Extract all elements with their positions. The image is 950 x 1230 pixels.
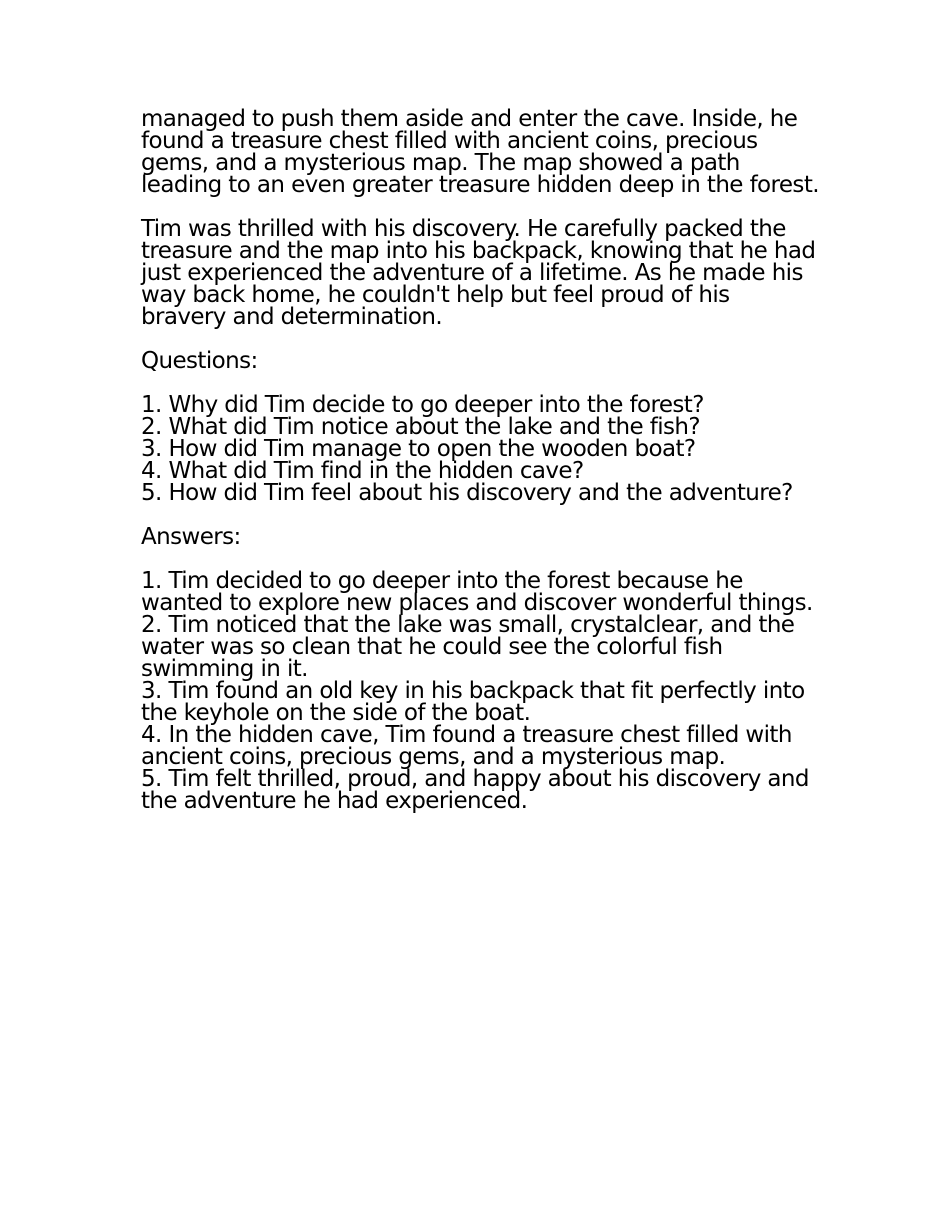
answer-item: 4. In the hidden cave, Tim found a treasure chest filled with ancient coins, precious gems, and a mysterious map. [141,722,792,770]
answer-item: 2. Tim noticed that the lake was small, crystalclear, and the water was so clean that he could see the colorful fish swimming in it. [141,612,795,682]
answer-item: 3. Tim found an old key in his backpack that fit perfectly into the keyhole on the side of the boat. [141,678,805,726]
answers-heading: Answers: [141,524,241,550]
question-item: 5. How did Tim feel about his discovery and the adventure? [141,480,793,506]
questions-list [141,394,821,504]
answer-item: 1. Tim decided to go deeper into the forest because he wanted to explore new places and discover wonderful things. [141,568,813,616]
answers-list [141,570,821,812]
question-item: 3. How did Tim manage to open the wooden boat? [141,436,696,462]
question-item: 4. What did Tim find in the hidden cave? [141,458,584,484]
story-paragraph-discovery: Tim was thrilled with his discovery. He carefully packed the treasure and the map into his backpack, knowing that he had just experienced the adventure of a lifetime. As he made his way back home, he couldn't help but feel proud of his bravery and determination. [141,216,816,330]
story-paragraph-cave: managed to push them aside and enter the cave. Inside, he found a treasure chest filled with ancient coins, precious gems, and a mysterious map. The map showed a path leading to an even greater treasure hidden deep in the forest. [141,106,819,198]
question-item: 2. What did Tim notice about the lake and the fish? [141,414,700,440]
question-item: 1. Why did Tim decide to go deeper into the forest? [141,392,704,418]
document-body [141,108,821,834]
answer-item: 5. Tim felt thrilled, proud, and happy about his discovery and the adventure he had experienced. [141,766,809,814]
questions-heading: Questions: [141,348,258,374]
